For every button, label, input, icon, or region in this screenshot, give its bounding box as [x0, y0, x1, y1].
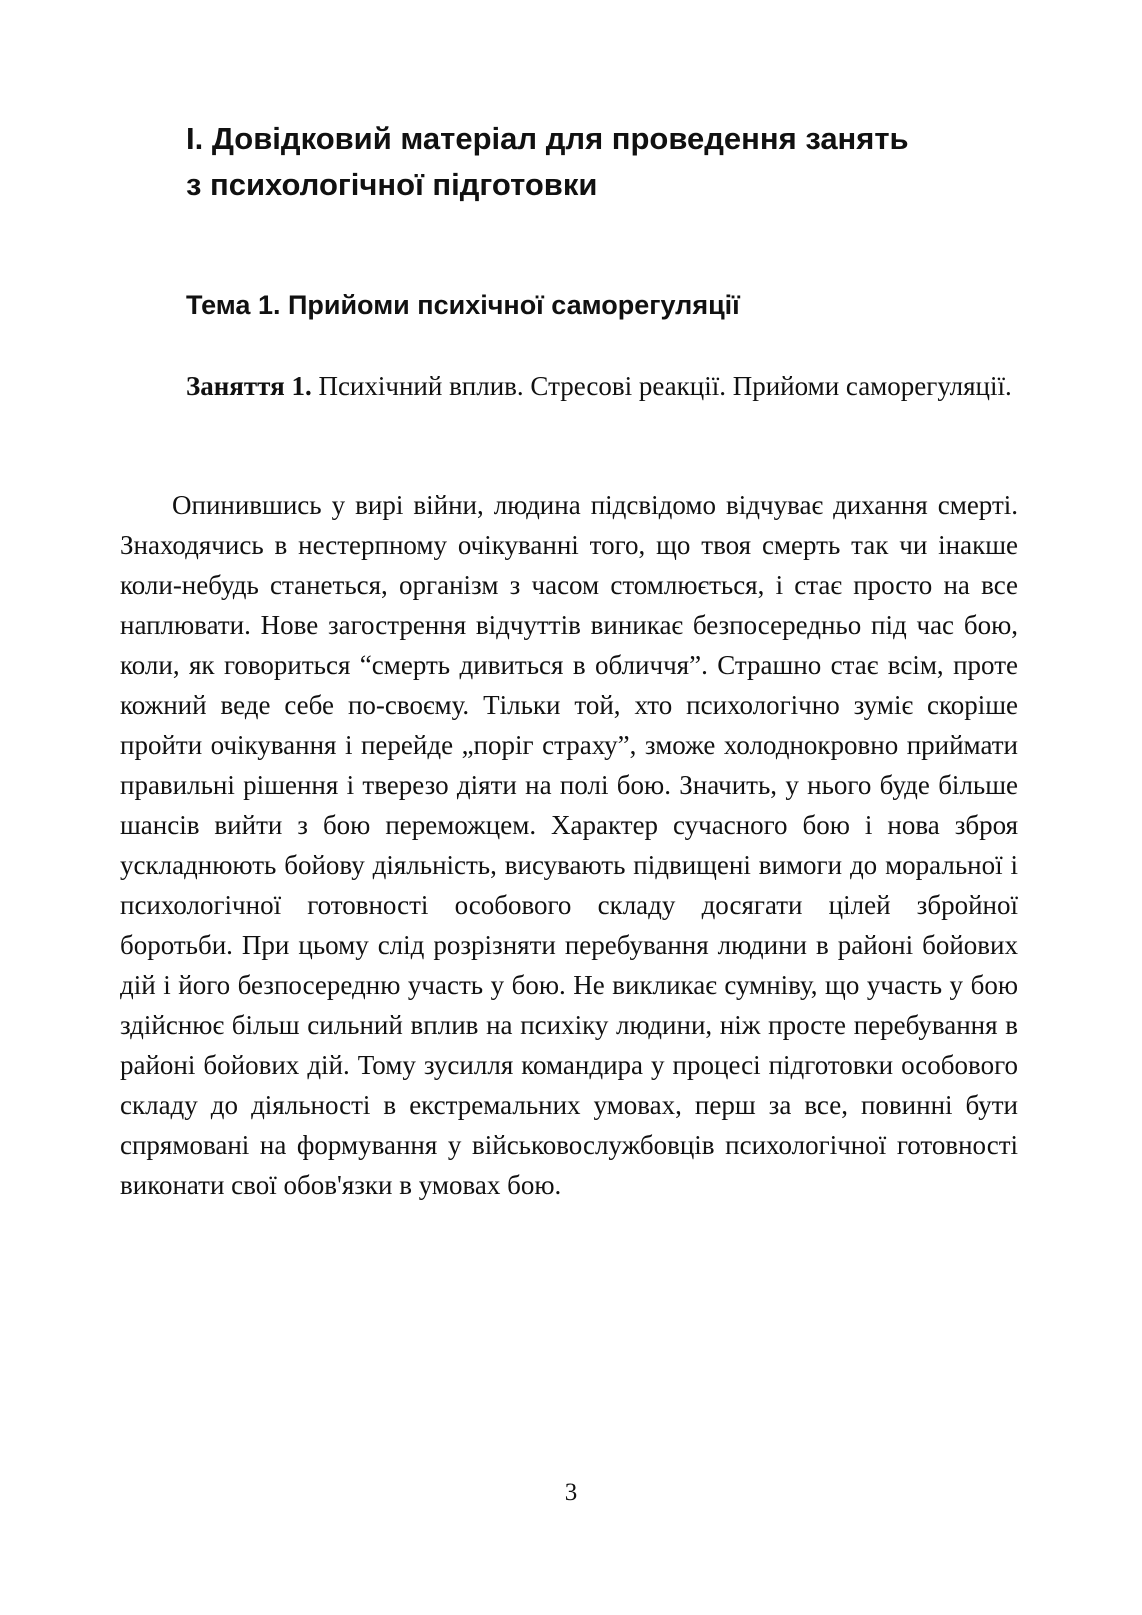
- topic-title: Тема 1. Прийоми психічної саморегуляції: [186, 290, 740, 320]
- chapter-title-line-2: з психологічної підготовки: [186, 167, 598, 202]
- chapter-title: [186, 116, 1006, 208]
- body-paragraph: Опинившись у вирі війни, людина підсвідомо відчуває дихання смерті. Знаходячись в нестерпному очікуванні того, що твоя смерть так чи інакше коли-небудь станеться, організм з часом стомлюється, і стає просто на все наплювати. Нове загострення відчуттів виникає безпосередньо під час бою, коли, як говориться “смерть дивиться в обличчя”. Страшно стає всім, проте кожний веде себе по-своєму. Тільки той, хто психологічно зуміє скоріше пройти очікування і перейде „поріг страху”, зможе холоднокровно приймати правильні рішення і тверезо діяти на полі бою. Значить, у нього буде більше шансів вийти з бою переможцем. Характер сучасного бою і нова зброя ускладнюють бойову діяльність, висувають підвищені вимоги до моральної і психологічної готовності особового складу досягати цілей збройної боротьби. При цьому слід розрізняти перебування людини в районі бойових дій і його безпосередню участь у бою. Не викликає сумніву, що участь у бою здійснює більш сильний вплив на психіку людини, ніж просте перебування в районі бойових дій. Тому зусилля командира у процесі підготовки особового складу до діяльності в екстремальних умовах, перш за все, повинні бути спрямовані на формування у військовослужбовців психологічної готовності виконати свої обов'язки в умовах бою.: [120, 490, 1018, 1200]
- chapter-title-line-1: І. Довідковий матеріал для проведення занять: [186, 121, 909, 156]
- lesson-text: Психічний вплив. Стресові реакції. Прийоми саморегуляції.: [311, 371, 1012, 401]
- lesson-heading: [120, 366, 1018, 406]
- page-number: 3: [564, 1479, 578, 1506]
- lesson-label: Заняття 1.: [186, 371, 312, 401]
